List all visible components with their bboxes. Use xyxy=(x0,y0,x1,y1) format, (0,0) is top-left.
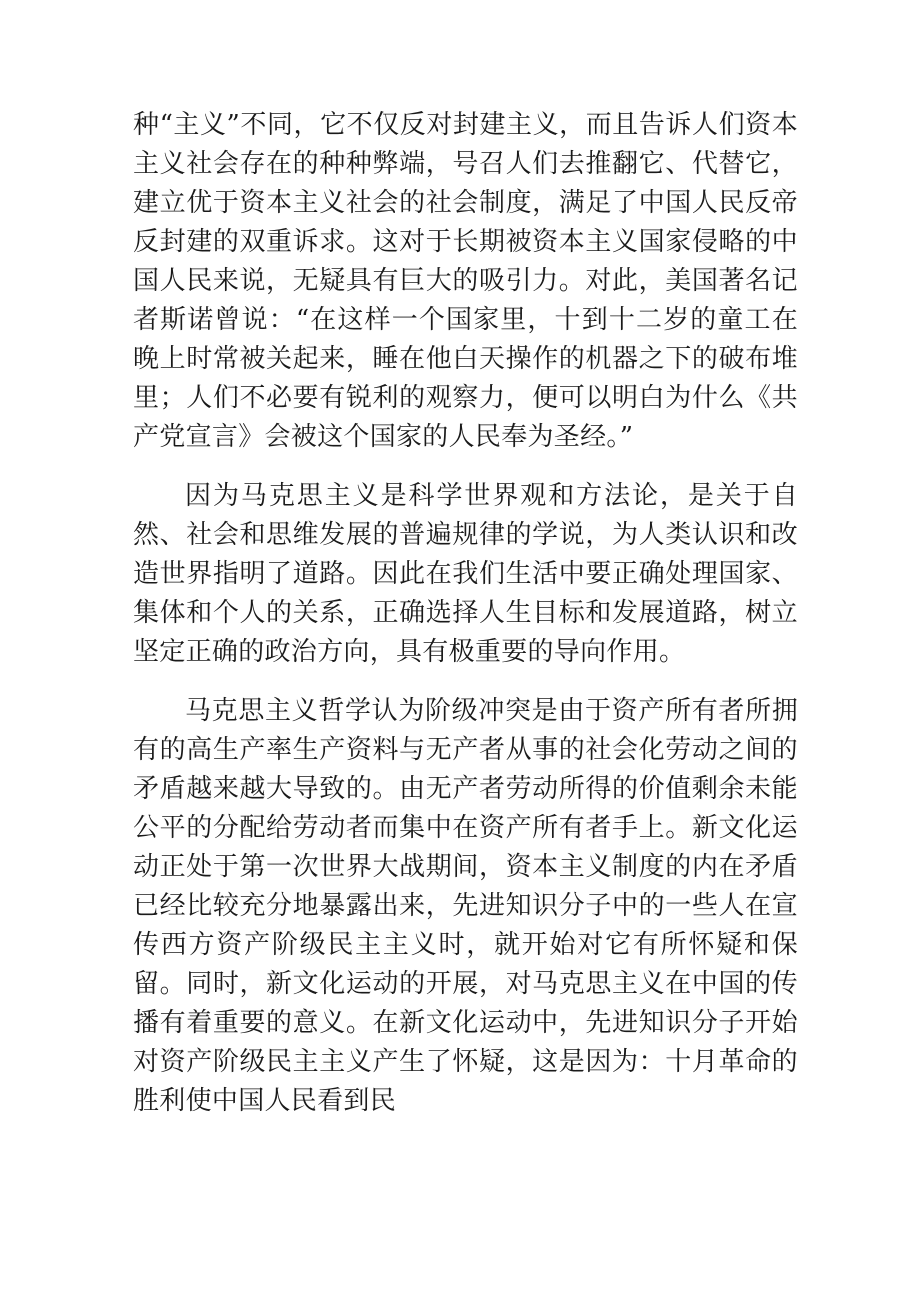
document-body xyxy=(133,106,798,1141)
paragraph-2: 因为马克思主义是科学世界观和方法论，是关于自然、社会和思维发展的普遍规律的学说，为人类认识和改造世界指明了道路。因此在我们生活中要正确处理国家、集体和个人的关系，正确选择人生目标和发展道路，树立坚定正确的政治方向，具有极重要的导向作用。 xyxy=(133,481,798,667)
paragraph-1: 种“主义”不同，它不仅反对封建主义，而且告诉人们资本主义社会存在的种种弊端，号召人们去推翻它、代替它，建立优于资本主义社会的社会制度，满足了中国人民反帝反封建的双重诉求。这对于长期被资本主义国家侵略的中国人民来说，无疑具有巨大的吸引力。对此，美国著名记者斯诺曾说：“在这样一个国家里，十到十二岁的童工在晚上时常被关起来，睡在他白天操作的机器之下的破布堆里；人们不必要有锐利的观察力，便可以明白为什么《共产党宣言》会被这个国家的人民奉为圣经。” xyxy=(133,110,798,452)
paragraph-3: 马克思主义哲学认为阶级冲突是由于资产所有者所拥有的高生产率生产资料与无产者从事的社会化劳动之间的矛盾越来越大导致的。由无产者劳动所得的价值剩余未能公平的分配给劳动者而集中在资产所有者手上。新文化运动正处于第一次世界大战期间，资本主义制度的内在矛盾已经比较充分地暴露出来，先进知识分子中的一些人在宣传西方资产阶级民主主义时，就开始对它有所怀疑和保留。同时，新文化运动的开展，对马克思主义在中国的传播有着重要的意义。在新文化运动中，先进知识分子开始对资产阶级民主主义产生了怀疑，这是因为：十月革命的胜利使中国人民看到民 xyxy=(133,696,798,1116)
